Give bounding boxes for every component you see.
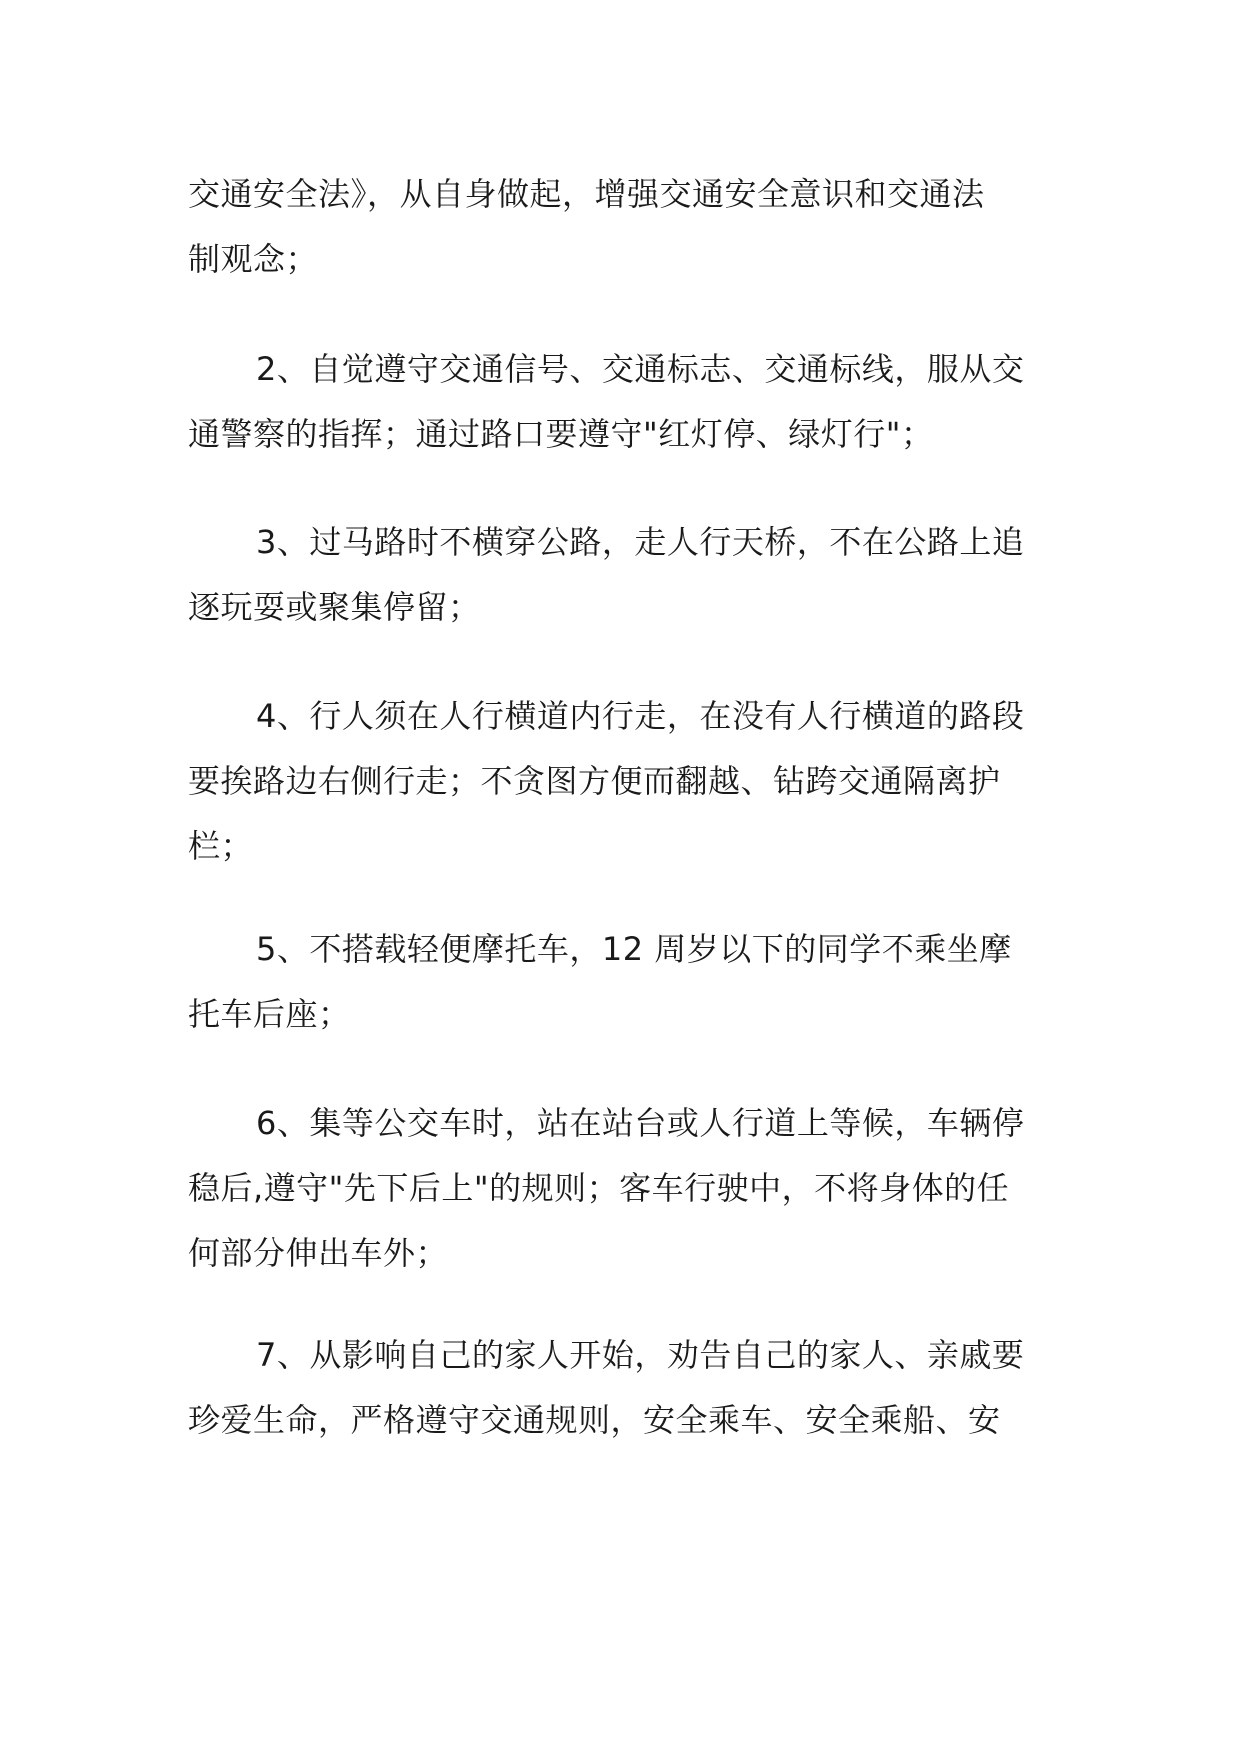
- paragraph-line: 通警察的指挥；通过路口要遵守"红灯停、绿灯行"；: [188, 415, 934, 453]
- paragraph-line: 珍爱生命，严格遵守交通规则，安全乘车、安全乘船、安: [188, 1401, 1001, 1439]
- paragraph-1: [188, 162, 1062, 292]
- paragraph-line: 3、过马路时不横穿公路，走人行天桥，不在公路上追: [256, 523, 1025, 561]
- paragraph-line: 何部分伸出车外；: [188, 1234, 449, 1272]
- paragraph-line: 5、不搭载轻便摩托车，12 周岁以下的同学不乘坐摩: [256, 930, 1012, 968]
- paragraph-line: 7、从影响自己的家人开始，劝告自己的家人、亲戚要: [256, 1336, 1025, 1374]
- paragraph-line: 托车后座；: [188, 995, 351, 1033]
- paragraph-4: [188, 684, 1062, 879]
- paragraph-line: 逐玩耍或聚集停留；: [188, 588, 481, 626]
- paragraph-line: 稳后,遵守"先下后上"的规则；客车行驶中，不将身体的任: [188, 1169, 1010, 1207]
- paragraph-6: [188, 1091, 1062, 1286]
- paragraph-2: [188, 337, 1062, 467]
- paragraph-line: 要挨路边右侧行走；不贪图方便而翻越、钻跨交通隔离护: [188, 762, 1001, 800]
- paragraph-line: 栏；: [188, 827, 254, 865]
- paragraph-line: 制观念；: [188, 240, 319, 278]
- paragraph-5: [188, 917, 1062, 1047]
- paragraph-line: 2、自觉遵守交通信号、交通标志、交通标线，服从交: [256, 350, 1025, 388]
- paragraph-line: 交通安全法》，从自身做起，增强交通安全意识和交通法: [188, 175, 985, 213]
- paragraph-7: [188, 1323, 1062, 1453]
- paragraph-line: 6、集等公交车时，站在站台或人行道上等候，车辆停: [256, 1104, 1025, 1142]
- paragraph-line: 4、行人须在人行横道内行走，在没有人行横道的路段: [256, 697, 1025, 735]
- paragraph-3: [188, 510, 1062, 640]
